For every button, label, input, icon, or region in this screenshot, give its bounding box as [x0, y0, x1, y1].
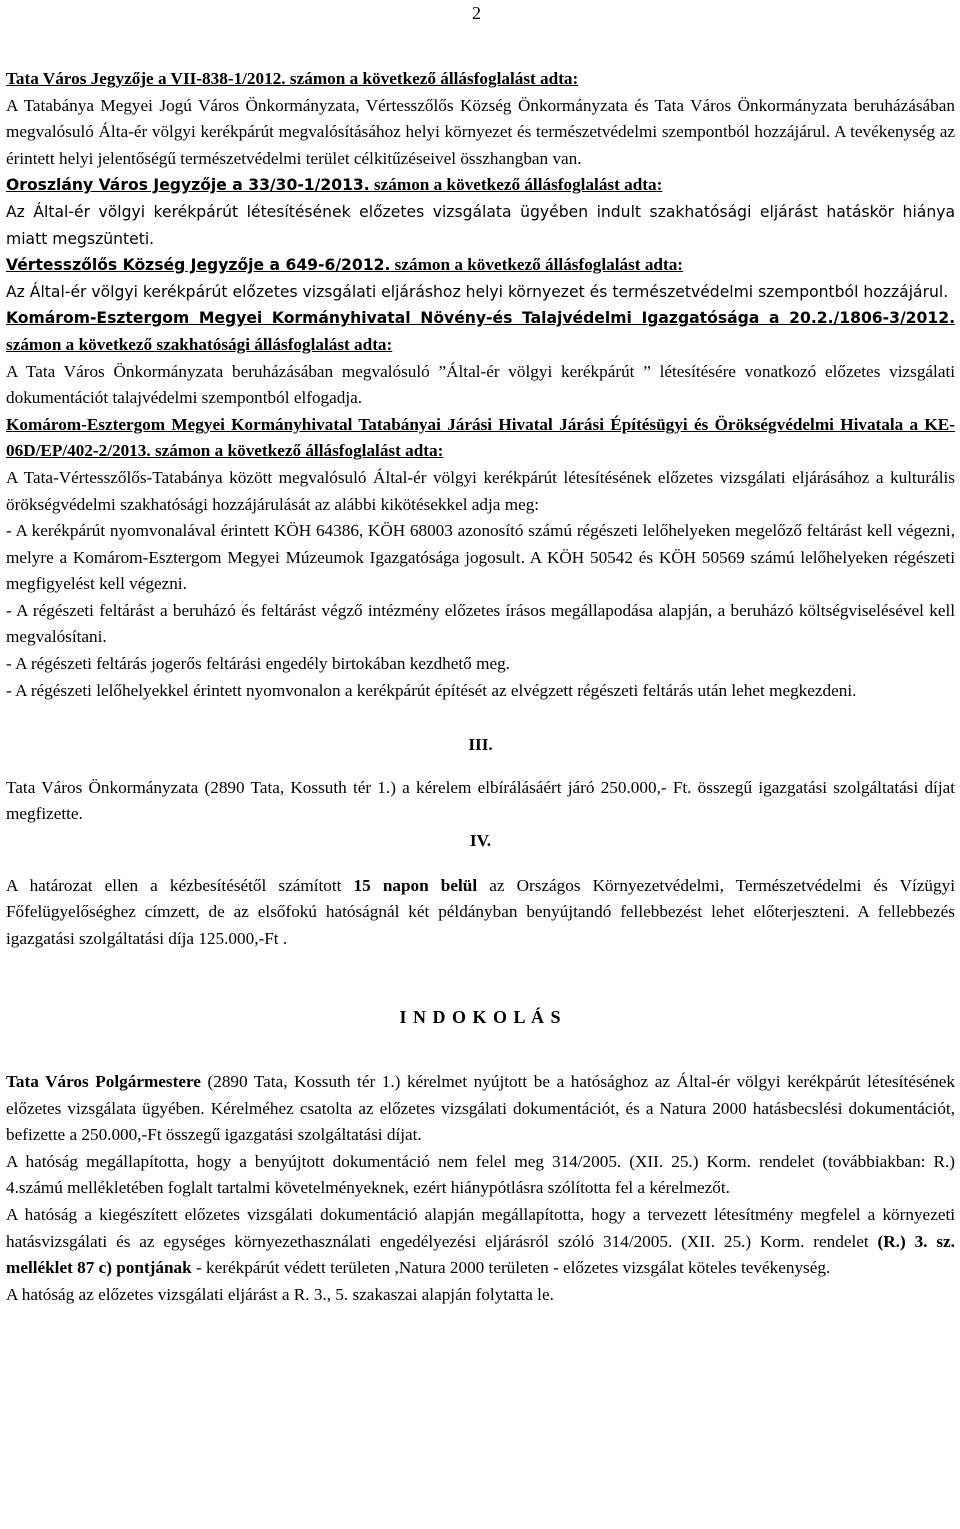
condition-item: - A kerékpárút nyomvonalával érintett KÖH 64386, KÖH 68003 azonosító számú régészeti lelőhelyeken megelőző feltárást kell végezni, melyre a Komárom-Esztergom Megyei Múzeumok Igazgatósága jogosult. A KÖH 50542 és KÖH 50569 számú lelőhelyeken régészeti megfigyelést kell végezni. [6, 521, 955, 594]
condition-item: - A régészeti lelőhelyekkel érintett nyomvonalon a kerékpárút építését az elvégzett régészeti feltárás után lehet megkezdeni. [6, 680, 857, 700]
section-text-iv [6, 873, 955, 953]
legal-reference: (R.) 3. sz. melléklet 87 c) pontjának [6, 1231, 955, 1278]
text-part: az Országos Környezetvédelmi, Természetvédelmi és Vízügyi Főfelügyelőséghez címzett, de az elsőfokú hatóságnál két példányban benyújtandó fellebbezést lehet előterjeszteni. A fellebbezés igazgatási szolgáltatási díja 125.000,-Ft . [6, 875, 955, 948]
text-part: A határozat ellen a kézbesítésétől számított [6, 875, 354, 895]
block-text-vertesszolos: Az Által-ér völgyi kerékpárút előzetes vizsgálati eljáráshoz helyi környezet és természetvédelmi szempontból hozzájárul. [6, 282, 949, 301]
block-heading-tata-jegyzo: Tata Város Jegyzője a VII-838-1/2012. számon a következő állásfoglalást adta: [6, 69, 579, 88]
page-number: 2 [472, 3, 481, 23]
block-text-tata-jegyzo: A Tatabánya Megyei Jogú Város Önkormányzata, Vértesszőlős Község Önkormányzata és Tata Város Önkormányzata beruházásában megvalósuló Álta-ér völgyi kerékpárút megvalósításához helyi környezet és természetvédelmi szempontból hozzájárul. A tevékenység az érintett helyi jelentőségű természetvédelmi terület célkitűzéseivel összhangban van. [6, 95, 955, 168]
heading-authority: Vértesszőlős Község Jegyzője a 649-6/2012. [6, 256, 391, 275]
block-heading-oroszlany [6, 172, 955, 199]
heading-authority: Komárom-Esztergom Megyei Kormányhivatal Tatabányai Járási Hivatal Járási Építésügyi és Örökségvédelmi Hivatala a KE-06D/EP/402-2/2013. [6, 414, 955, 461]
applicant-name: Tata Város Polgármestere [6, 1072, 201, 1091]
heading-suffix: számon a következő állásfoglalást adta: [369, 175, 663, 195]
block-text-oroksegvedelem: A Tata-Vértesszőlős-Tatabánya között megvalósuló Által-ér völgyi kerékpárút létesítésének előzetes vizsgálati eljárásához a kulturális örökségvédelmi szakhatósági hozzájárulását az alábbi kikötésekkel adja meg: [6, 467, 955, 514]
section-heading-iv: IV. [469, 831, 492, 851]
text-part: A hatóság a kiegészített előzetes vizsgálati dokumentáció alapján megállapította, hogy a tervezett létesítmény megfelel a környezeti hatásvizsgálati és az egységes környezethasználati engedélyezési eljárásról szóló 314/2005. (XII. 25.) Korm. rendelet [6, 1204, 955, 1251]
heading-suffix: számon a következő állásfoglalást adta: [390, 255, 684, 275]
block-text-talajvedelem: A Tata Város Önkormányzata beruházásában megvalósuló ”Által-ér völgyi kerékpárút ” létesítésére vonatkozó előzetes vizsgálati dokumentációt talajvédelmi szempontból elfogadja. [6, 361, 955, 408]
section-heading-indokolas: I N D O K O L Á S [399, 1007, 562, 1028]
heading-suffix: számon a következő szakhatósági állásfoglalást adta: [6, 334, 393, 354]
indokolas-paragraph-1 [6, 1069, 955, 1149]
indokolas-paragraph-2: A hatóság megállapította, hogy a benyújtott dokumentáció nem felel meg 314/2005. (XII. 25.) Korm. rendelet (továbbiakban: R.) 4.számú mellékletében foglalt tartalmi követelményeknek, ezért hiánypótlásra szólította fel a kérelmezőt. [6, 1151, 955, 1198]
indokolas-paragraph-3 [6, 1202, 955, 1282]
heading-authority: Komárom-Esztergom Megyei Kormányhivatal Növény-és Talajvédelmi Igazgatósága a 20.2./1806-3/2012. [6, 309, 955, 328]
deadline-text: 15 napon belül [353, 875, 478, 895]
text-part: (2890 Tata, Kossuth tér 1.) kérelmet nyújtott be a hatósághoz az Által-ér völgyi kerékpárút létesítésének előzetes vizsgálata ügyében. Kérelméhez csatolta az előzetes vizsgálati dokumentációt, és a Natura 2000 hatásbecslési dokumentációt, befizette a 250.000,-Ft összegű igazgatási szolgáltatási díjat. [6, 1072, 955, 1145]
text-part: - kerékpárút védett területen ,Natura 2000 területen - előzetes vizsgálat köteles tevékenység. [191, 1258, 831, 1278]
section-text-iii: Tata Város Önkormányzata (2890 Tata, Kossuth tér 1.) a kérelem elbírálásáért járó 250.000,- Ft. összegű igazgatási szolgáltatási díjat megfizette. [6, 777, 955, 824]
document-body [6, 66, 955, 1308]
heading-authority: Oroszlány Város Jegyzője a 33/30-1/2013. [6, 176, 370, 195]
block-text-oroszlany: Az Által-ér völgyi kerékpárút létesítésének előzetes vizsgálata ügyében indult szakhatósági eljárást hatáskör hiánya miatt megszünteti. [6, 202, 955, 248]
block-heading-talajvedelem [6, 305, 955, 358]
indokolas-paragraph-4: A hatóság az előzetes vizsgálati eljárást a R. 3., 5. szakaszai alapján folytatta le. [6, 1284, 554, 1304]
condition-item: - A régészeti feltárás jogerős feltárási engedély birtokában kezdhető meg. [6, 654, 510, 674]
section-heading-iii: III. [468, 735, 493, 755]
block-heading-oroksegvedelem [6, 412, 955, 465]
condition-item: - A régészeti feltárást a beruházó és feltárást végző intézmény előzetes írásos megállapodása alapján, a beruházó költségviselésével kell megvalósítani. [6, 600, 955, 647]
heading-suffix: számon a következő állásfoglalást adta: [150, 441, 444, 461]
block-heading-vertesszolos [6, 252, 955, 279]
